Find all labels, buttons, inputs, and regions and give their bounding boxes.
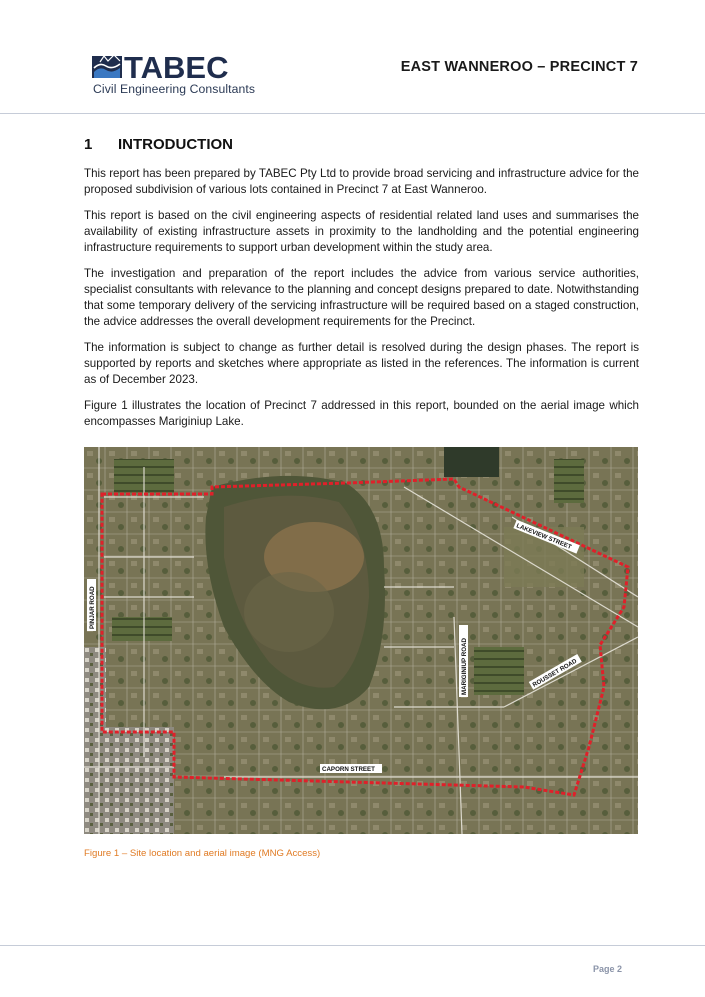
tabec-wave-logo-icon	[90, 52, 255, 82]
company-logo	[90, 52, 255, 98]
section-title: INTRODUCTION	[118, 136, 233, 153]
paragraph: Figure 1 illustrates the location of Precinct 7 addressed in this report, bounded on the aerial image which encompasses Mariginiup Lake.	[84, 399, 639, 428]
figure-caption: Figure 1 – Site location and aerial image (MNG Access)	[84, 848, 321, 859]
aerial-map-image	[84, 447, 638, 834]
map-label-mariginiup-road: MARIGINIUP ROAD	[461, 638, 468, 695]
map-label-pinjar-road: PINJAR ROAD	[89, 586, 96, 629]
logo-subtitle: Civil Engineering Consultants	[93, 82, 256, 96]
body-text	[84, 166, 639, 440]
map-label-rousset-road: ROUSSET ROAD	[531, 657, 579, 689]
section-number: 1	[84, 136, 93, 153]
aerial-map-svg	[84, 447, 638, 834]
document-title: EAST WANNEROO – PRECINCT 7	[400, 59, 638, 75]
header-divider	[0, 113, 705, 114]
page-number: Page 2	[592, 964, 622, 974]
footer-divider	[0, 945, 705, 946]
paragraph: This report is based on the civil engineering aspects of residential related land uses and summarises the availability of existing infrastructure assets in proximity to the landholding and the potential engineering infrastructure requirements to support urban development within the study area.	[84, 209, 639, 254]
logo-wordmark: TABEC	[124, 52, 229, 82]
paragraph: This report has been prepared by TABEC Pty Ltd to provide broad servicing and infrastructure advice for the proposed subdivision of various lots contained in Precinct 7 at East Wanneroo.	[84, 167, 639, 196]
map-label-caporn-street: CAPORN STREET	[322, 766, 375, 773]
section-heading	[84, 136, 233, 153]
paragraph: The investigation and preparation of the report includes the advice from various service authorities, specialist consultants with relevance to the planning and concept designs prepared to date. Notwithstanding that some temporary delivery of the servicing infrastructure will be required based on a staged construction, the advice addresses the overall development requirements for the Precinct.	[84, 267, 639, 328]
map-label-lakeview-street: LAKEVIEW STREET	[515, 522, 573, 551]
paragraph: The information is subject to change as further detail is resolved during the design phases. The report is supported by reports and sketches where appropriate as listed in the references. The information is current as of December 2023.	[84, 341, 639, 386]
